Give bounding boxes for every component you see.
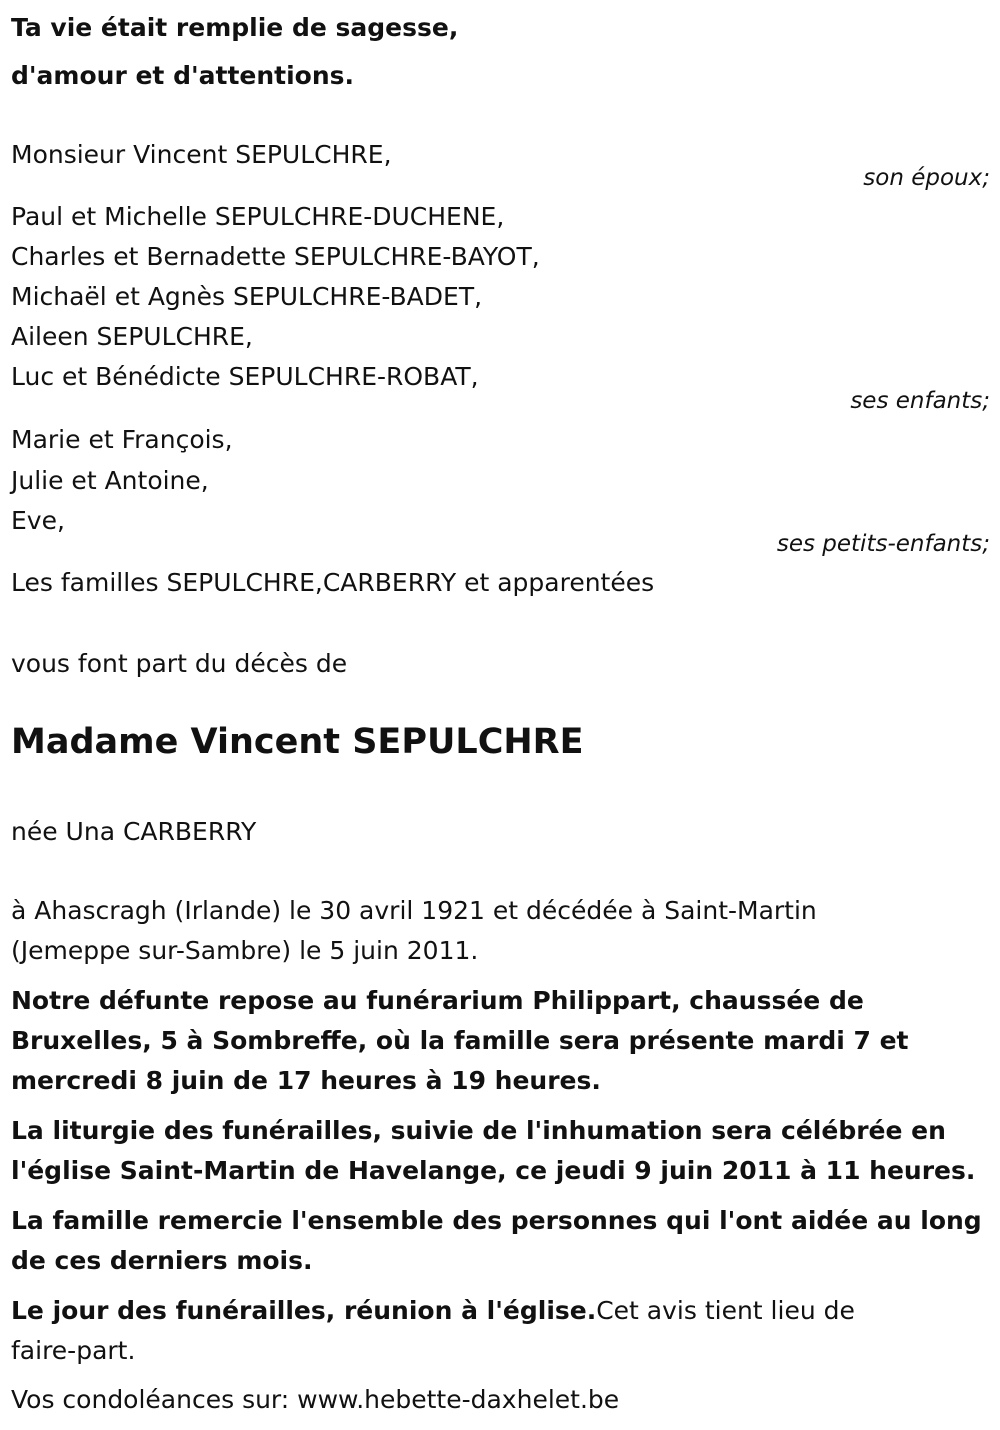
- repose-line-3: mercredi 8 juin de 17 heures à 19 heures.: [11, 1066, 601, 1095]
- grandchild-line-2: Julie et Antoine,: [11, 466, 209, 495]
- child-line-4: Aileen SEPULCHRE,: [11, 322, 253, 351]
- liturgy-line-1: La liturgie des funérailles, suivie de l'inhumation sera célébrée en: [11, 1116, 946, 1145]
- husband-name: Monsieur Vincent SEPULCHRE,: [11, 140, 392, 169]
- grandchild-line-3: Eve,: [11, 506, 65, 535]
- liturgy-line-2: l'église Saint-Martin de Havelange, ce jeudi 9 juin 2011 à 11 heures.: [11, 1156, 976, 1185]
- epigraph-line-1: Ta vie était remplie de sagesse,: [11, 13, 459, 42]
- reunion-bold: Le jour des funérailles, réunion à l'église.: [11, 1296, 597, 1325]
- epigraph-line-2: d'amour et d'attentions.: [11, 61, 355, 90]
- deceased-name: Madame Vincent SEPULCHRE: [11, 722, 584, 762]
- condolences-line: Vos condoléances sur: www.hebette-daxhelet.be: [11, 1385, 620, 1414]
- child-line-2: Charles et Bernadette SEPULCHRE-BAYOT,: [11, 242, 540, 271]
- children-role: ses enfants;: [850, 388, 990, 414]
- grandchildren-role: ses petits-enfants;: [776, 531, 990, 557]
- thanks-line-1: La famille remercie l'ensemble des personnes qui l'ont aidée au long: [11, 1206, 982, 1235]
- reunion-line-2: faire-part.: [11, 1336, 136, 1365]
- repose-line-2: Bruxelles, 5 à Sombreffe, où la famille sera présente mardi 7 et: [11, 1026, 909, 1055]
- child-line-5: Luc et Bénédicte SEPULCHRE-ROBAT,: [11, 362, 479, 391]
- dates-line-2: (Jemeppe sur-Sambre) le 5 juin 2011.: [11, 936, 479, 965]
- thanks-line-2: de ces derniers mois.: [11, 1246, 313, 1275]
- repose-line-1: Notre défunte repose au funérarium Philippart, chaussée de: [11, 986, 864, 1015]
- child-line-1: Paul et Michelle SEPULCHRE-DUCHENE,: [11, 202, 505, 231]
- families-line: Les familles SEPULCHRE,CARBERRY et apparentées: [11, 568, 655, 597]
- announce-line: vous font part du décès de: [11, 649, 348, 678]
- reunion-line-1: [11, 1296, 855, 1326]
- grandchild-line-1: Marie et François,: [11, 425, 233, 454]
- husband-role: son époux;: [863, 165, 990, 191]
- child-line-3: Michaël et Agnès SEPULCHRE-BADET,: [11, 282, 483, 311]
- reunion-tail: Cet avis tient lieu de: [596, 1296, 855, 1325]
- birth-name: née Una CARBERRY: [11, 817, 257, 846]
- dates-line-1: à Ahascragh (Irlande) le 30 avril 1921 et décédée à Saint-Martin: [11, 896, 817, 925]
